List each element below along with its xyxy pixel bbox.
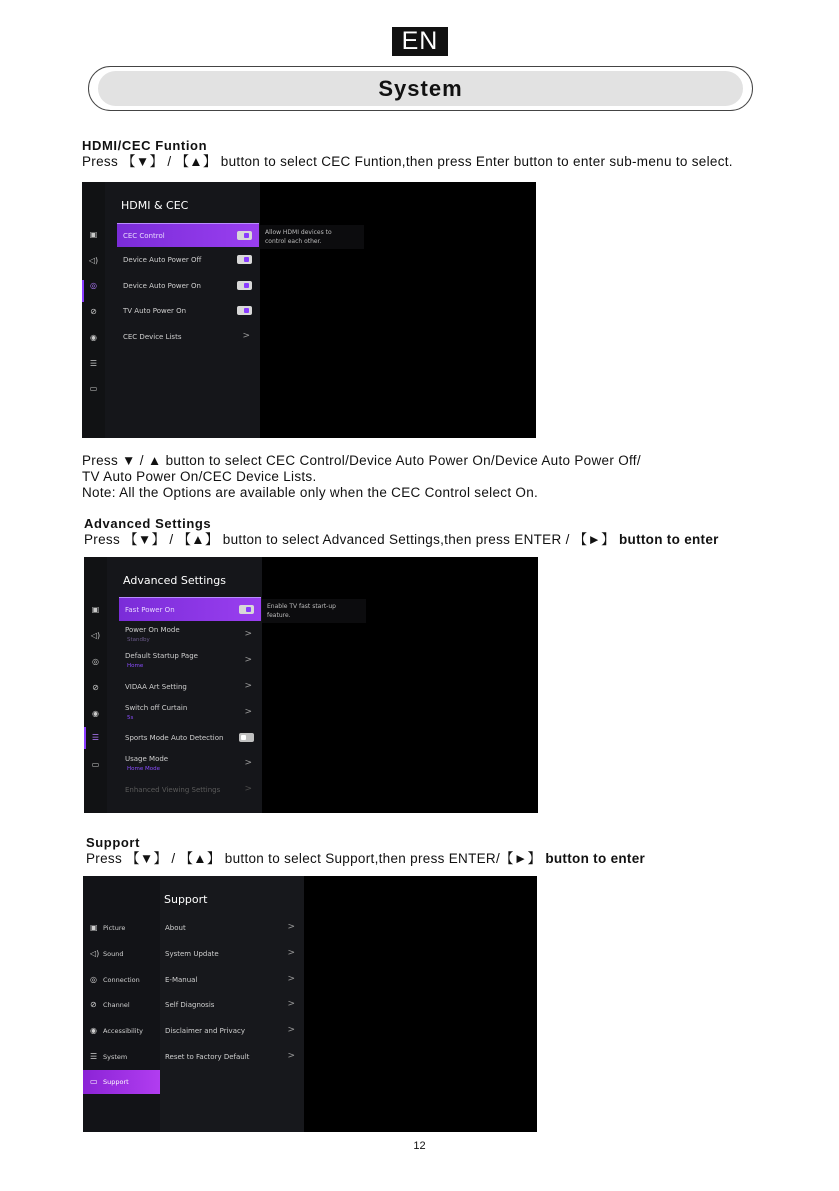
menu-item-enhanced-viewing-settings[interactable] [119,778,261,802]
menu-item-device-auto-power-off[interactable] [117,248,259,272]
picture-icon: ▣ [90,923,98,932]
chevron-right-icon: > [244,629,252,639]
tv-auto-power-on-toggle[interactable] [237,306,252,315]
intro-bold-text: button to enter [618,532,719,547]
nav-item-accessibility[interactable] [83,1019,160,1043]
sports-mode-auto-detection-toggle[interactable] [239,733,254,742]
menu-item-value: Standby [127,637,150,643]
connection-icon: ◎ [90,975,97,984]
sound-icon: ◁) [90,949,100,958]
rail-selection-mark [84,727,86,749]
menu-item-cec-control[interactable] [117,223,259,247]
settings-nav [83,876,160,1132]
menu-item-label: Self Diagnosis [165,1001,215,1009]
system-icon[interactable]: ☰ [91,733,100,742]
menu-item-label: Enhanced Viewing Settings [125,786,221,794]
menu-item-label: Default Startup Page [125,652,198,660]
intro-bold-text: button to enter [545,851,646,866]
hdmi-cec-note-line2: TV Auto Power On/CEC Device Lists. [82,469,317,484]
support-icon[interactable]: ▭ [89,384,98,393]
panel-title: Advanced Settings [123,574,226,587]
menu-item-label: Reset to Factory Default [165,1053,250,1061]
intro-text: Press 【▼】 / 【▲】 button to select Support,then press ENTER/【►】 [86,851,546,866]
hdmi-cec-intro: Press 【▼】 / 【▲】 button to select CEC Funtion,then press Enter button to enter sub-menu to select. [82,154,733,169]
system-icon: ☰ [90,1052,98,1061]
settings-rail [84,557,107,813]
fast-power-on-toggle[interactable] [239,605,254,614]
accessibility-icon: ◉ [90,1026,97,1035]
menu-item-label: CEC Device Lists [123,333,182,341]
menu-item-label: Fast Power On [125,606,175,614]
menu-item-label: System Update [165,950,219,958]
advanced-settings-heading: Advanced Settings [84,516,212,531]
menu-item-label: About [165,924,186,932]
menu-item-system-update[interactable] [160,942,304,966]
nav-item-connection[interactable] [83,968,160,992]
nav-item-channel[interactable] [83,993,160,1017]
chevron-right-icon: > [287,922,295,932]
language-badge: EN [392,27,448,56]
channel-icon[interactable]: ⊘ [90,307,97,316]
accessibility-icon[interactable]: ◉ [90,333,97,342]
device-auto-power-on-toggle[interactable] [237,281,252,290]
device-auto-power-off-toggle[interactable] [237,255,252,264]
hdmi-cec-heading: HDMI/CEC Funtion [82,138,208,153]
menu-item-label: TV Auto Power On [123,307,187,315]
menu-item-label: Device Auto Power On [123,282,201,290]
chevron-right-icon: > [244,707,252,717]
channel-icon[interactable]: ⊘ [92,683,99,692]
cec-control-toggle[interactable] [237,231,252,240]
chevron-right-icon: > [244,784,252,794]
menu-item-reset-to-factory-default[interactable] [160,1045,304,1069]
channel-icon: ⊘ [90,1000,97,1009]
support-icon: ▭ [90,1077,98,1086]
nav-item-picture[interactable] [83,916,160,940]
nav-item-support[interactable] [83,1070,160,1094]
chevron-right-icon: > [244,681,252,691]
hint-line: Allow HDMI devices to [265,229,332,236]
panel-title: HDMI & CEC [121,199,189,212]
menu-item-label: Device Auto Power Off [123,256,202,264]
menu-item-vidaa-art-setting[interactable] [119,675,261,699]
intro-text: Press 【▼】 / 【▲】 button to select Advanced Settings,then press ENTER / 【►】 [84,532,619,547]
nav-item-system[interactable] [83,1045,160,1069]
menu-item-value: Home Mode [127,766,160,772]
hint-line: feature. [267,612,291,619]
advanced-settings-screen [84,557,538,813]
menu-item-fast-power-on[interactable] [119,597,261,621]
menu-item-self-diagnosis[interactable] [160,993,304,1017]
advanced-settings-intro [84,532,719,548]
settings-rail [82,182,105,438]
connection-icon[interactable]: ◎ [92,657,99,666]
menu-item-default-startup-page[interactable] [119,649,261,673]
chevron-right-icon: > [244,655,252,665]
nav-item-label: Support [103,1078,129,1086]
section-title: System [98,71,743,106]
menu-item-label: Switch off Curtain [125,704,188,712]
hdmi-cec-panel [105,182,260,438]
menu-item-device-auto-power-on[interactable] [117,274,259,298]
menu-item-label: Power On Mode [125,626,180,634]
panel-title: Support [164,893,208,906]
chevron-right-icon: > [242,331,250,341]
sound-icon[interactable]: ◁) [88,256,99,265]
menu-item-sports-mode-auto-detection[interactable] [119,726,261,750]
menu-item-label: Sports Mode Auto Detection [125,734,224,742]
support-heading: Support [86,835,141,850]
chevron-right-icon: > [287,1051,295,1061]
hint-line: Enable TV fast start-up [267,603,336,610]
help-hint [262,599,366,623]
connection-icon[interactable]: ◎ [90,281,97,290]
menu-item-e-manual[interactable] [160,968,304,992]
page-number: 12 [413,1140,426,1152]
system-icon[interactable]: ☰ [89,359,98,368]
menu-item-cec-device-lists[interactable] [117,325,259,349]
menu-item-disclaimer-and-privacy[interactable] [160,1019,304,1043]
hint-line: control each other. [265,238,322,245]
nav-item-label: System [103,1053,128,1061]
support-screen [83,876,537,1132]
advanced-settings-panel [107,557,262,813]
menu-item-label: CEC Control [123,232,165,240]
menu-item-label: E-Manual [165,976,198,984]
hdmi-cec-screen [82,182,536,438]
chevron-right-icon: > [244,758,252,768]
sound-icon[interactable]: ◁) [90,631,101,640]
nav-item-label: Channel [103,1001,130,1009]
menu-item-value: 5s [127,715,134,721]
support-icon[interactable]: ▭ [91,760,100,769]
chevron-right-icon: > [287,1025,295,1035]
menu-item-usage-mode[interactable] [119,752,261,776]
picture-icon[interactable]: ▣ [89,230,98,239]
rail-selection-mark [82,280,84,302]
menu-item-power-on-mode[interactable] [119,623,261,647]
nav-item-label: Accessibility [103,1027,143,1035]
nav-item-label: Connection [103,976,140,984]
nav-item-sound[interactable] [83,942,160,966]
menu-item-switch-off-curtain[interactable] [119,701,261,725]
picture-icon[interactable]: ▣ [91,605,100,614]
accessibility-icon[interactable]: ◉ [92,709,99,718]
help-hint [260,225,364,249]
menu-item-value: Home [127,663,144,669]
nav-item-label: Picture [103,924,126,932]
hdmi-cec-note-line3: Note: All the Options are available only when the CEC Control select On. [82,485,539,500]
menu-item-tv-auto-power-on[interactable] [117,299,259,323]
support-panel [160,876,304,1132]
nav-item-label: Sound [103,950,124,958]
menu-item-about[interactable] [160,916,304,940]
menu-item-label: VIDAA Art Setting [125,683,187,691]
menu-item-label: Usage Mode [125,755,169,763]
menu-item-label: Disclaimer and Privacy [165,1027,245,1035]
chevron-right-icon: > [287,974,295,984]
chevron-right-icon: > [287,948,295,958]
support-intro [86,851,645,867]
hdmi-cec-note-line1: Press ▼ / ▲ button to select CEC Control/Device Auto Power On/Device Auto Power Off/ [82,453,641,468]
chevron-right-icon: > [287,999,295,1009]
